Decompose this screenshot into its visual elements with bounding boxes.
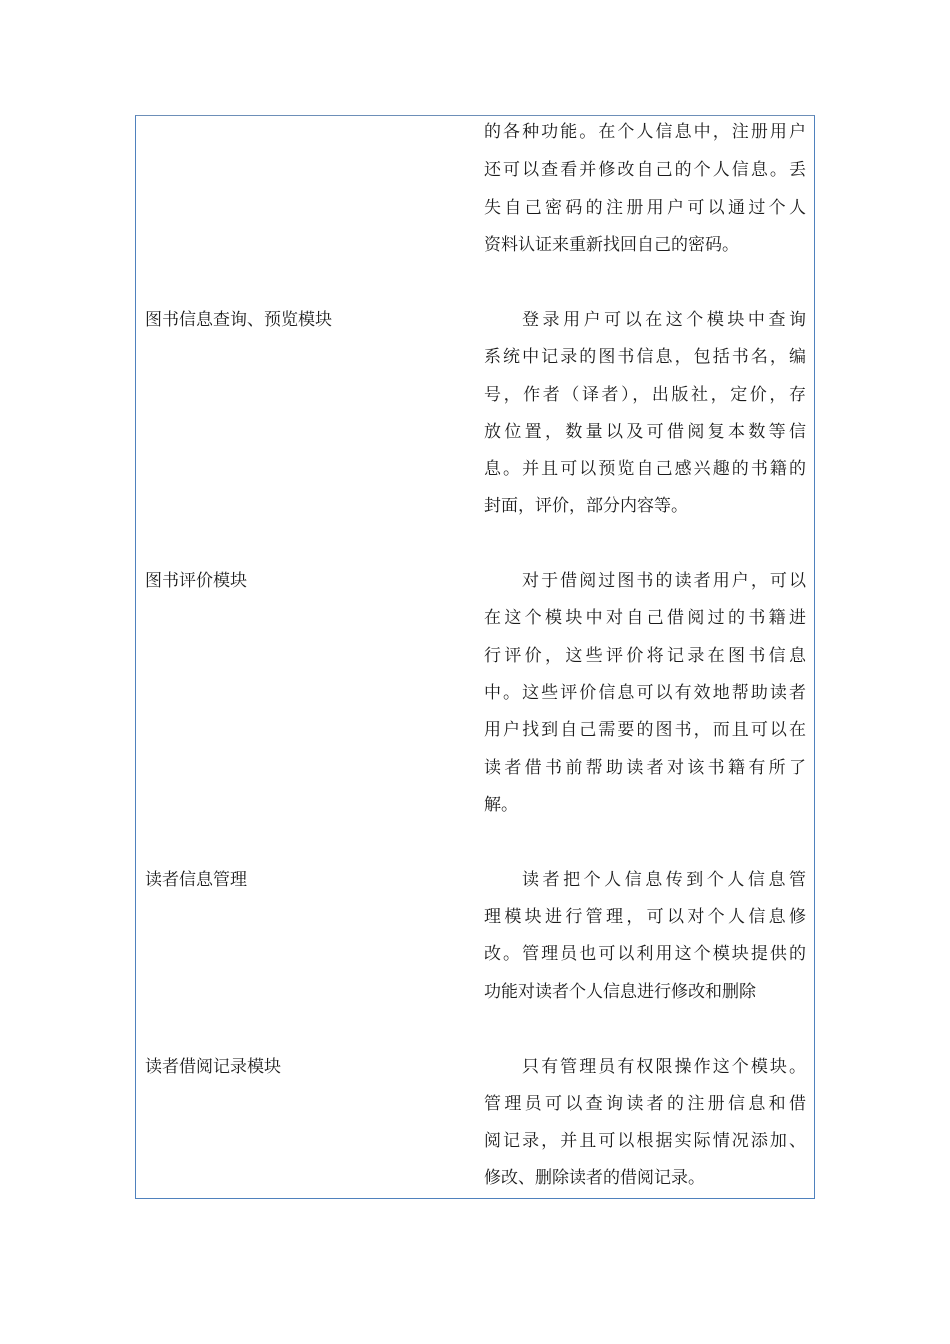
row-2-line-2: 行评价，这些评价将记录在图书信息: [484, 646, 806, 666]
row-0-line-3: 资料认证来重新找回自己的密码。: [484, 235, 739, 255]
row-3-line-1: 理模块进行管理，可以对个人信息修: [484, 907, 806, 927]
row-0-line-0: 的各种功能。在个人信息中，注册用户: [484, 122, 806, 142]
row-1-label: 图书信息查询、预览模块: [145, 310, 332, 330]
row-3-line-2: 改。管理员也可以利用这个模块提供的: [484, 944, 806, 964]
row-0-line-2: 失自己密码的注册用户可以通过个人: [484, 198, 806, 218]
row-0-line-1: 还可以查看并修改自己的个人信息。丢: [484, 160, 806, 180]
row-2-line-5: 读者借书前帮助读者对该书籍有所了: [484, 758, 806, 778]
row-4-line-2: 阅记录，并且可以根据实际情况添加、: [484, 1131, 806, 1151]
row-2-line-6: 解。: [484, 795, 518, 815]
row-1-line-2: 号，作者（译者），出版社，定价，存: [484, 385, 806, 405]
row-3-line-0: 读者把个人信息传到个人信息管: [522, 870, 806, 890]
row-2-line-3: 中。这些评价信息可以有效地帮助读者: [484, 683, 806, 703]
row-1-line-3: 放位置，数量以及可借阅复本数等信: [484, 422, 806, 442]
row-1-line-4: 息。并且可以预览自己感兴趣的书籍的: [484, 459, 806, 479]
row-3-label: 读者信息管理: [145, 870, 247, 890]
row-1-line-0: 登录用户可以在这个模块中查询: [522, 310, 806, 330]
row-1-line-5: 封面，评价，部分内容等。: [484, 496, 688, 516]
row-4-label: 读者借阅记录模块: [145, 1057, 281, 1077]
row-1-line-1: 系统中记录的图书信息，包括书名，编: [484, 347, 806, 367]
row-2-label: 图书评价模块: [145, 571, 247, 591]
row-4-line-1: 管理员可以查询读者的注册信息和借: [484, 1094, 806, 1114]
row-2-line-0: 对于借阅过图书的读者用户，可以: [522, 571, 806, 591]
row-2-line-4: 用户找到自己需要的图书，而且可以在: [484, 720, 806, 740]
row-2-line-1: 在这个模块中对自己借阅过的书籍进: [484, 608, 806, 628]
row-4-line-0: 只有管理员有权限操作这个模块。: [522, 1057, 806, 1077]
row-4-line-3: 修改、删除读者的借阅记录。: [484, 1168, 705, 1188]
row-3-line-3: 功能对读者个人信息进行修改和删除: [484, 982, 756, 1002]
